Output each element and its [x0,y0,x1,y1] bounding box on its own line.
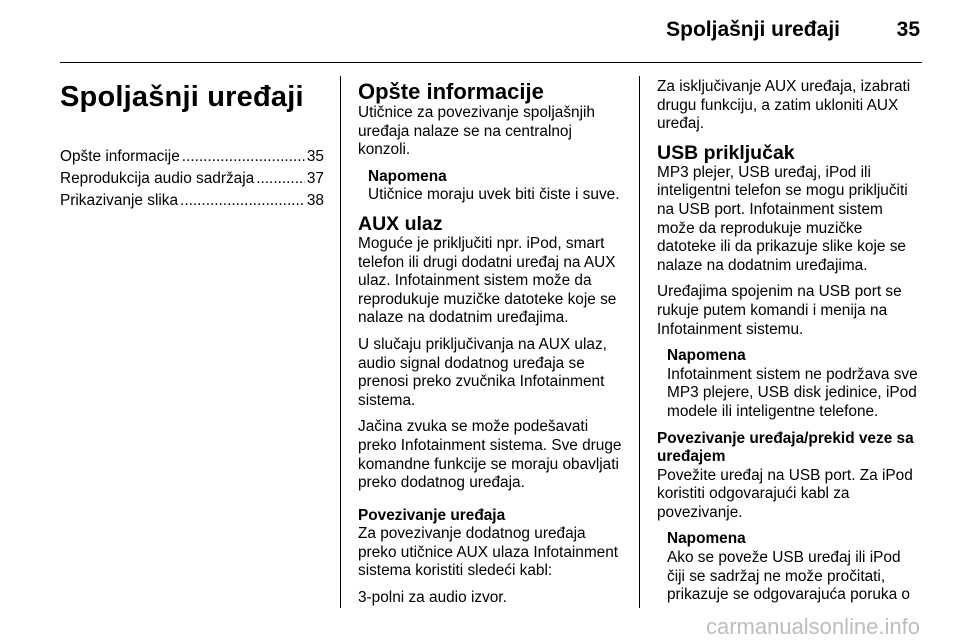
usb-paragraph-1: MP3 plejer, USB uređaj, iPod ili inteligentni telefon se mogu priključiti na USB port. Infotainment sistem može da reprodukuje muzičke datoteke ili da prikazuje slike koje se nalaze na dodatnim uređajima. [657,163,908,274]
column-divider-1 [340,76,341,608]
page-header [0,18,960,58]
toc-page: 37 [306,169,324,187]
watermark: carmanualsonline.info [705,614,920,639]
page-number: 35 [896,18,920,41]
toc-entry-2[interactable] [60,170,324,189]
column-divider-2 [639,76,640,608]
note-box [657,530,922,604]
note-title: Napomena [368,167,447,185]
note-title: Napomena [667,347,746,365]
toc-leader [182,148,305,167]
toc-entry-1[interactable] [60,148,324,167]
usb-paragraph-2: Uređajima spojenim na USB port se rukuje putem komandi i menija na Infotainment sistemu. [657,283,902,338]
section-heading-usb: USB priključak [657,141,795,164]
connect-paragraph-2: 3-polni za audio izvor. [358,589,507,607]
toc-label: Opšte informacije [60,148,180,165]
toc-label: Prikazivanje slika [60,191,179,209]
header-title: Spoljašnji uređaji [666,18,840,41]
subheading-connect: Povezivanje uređaja [358,506,506,524]
note-text: Utičnice moraju uvek biti čiste i suve. [368,186,620,204]
aux-paragraph-1: Moguće je priključiti npr. iPod, smart telefon ili drugi dodatni uređaj na AUX ulaz. Infotainment sistem može da reprodukuje muzičke datoteke koje se nalaze na dodatnim uređajima. [358,234,617,327]
section-heading-aux: AUX ulaz [358,212,443,235]
note-text: Infotainment sistem ne podržava sve MP3 plejere, USB disk jedinice, iPod modele ili inteligentne telefone. [667,365,918,420]
toc-page: 38 [306,191,324,209]
note-text: Ako se poveže USB uređaj ili iPod čiji se sadržaj ne može pročitati, prikazuje se odgovarajuća poruka o [667,549,910,604]
toc-leader [180,192,305,211]
toc-leader [256,170,305,189]
note-title: Napomena [667,530,746,548]
header-rule [60,62,922,63]
intro-paragraph: Utičnice za povezivanje spoljašnjih uređaja nalaze se na centralnoj konzoli. [358,104,595,159]
aux-paragraph-3: Jačina zvuka se može podešavati preko Infotainment sistema. Sve druge komandne funkcije se moraju obavljati preko dodatnog uređaja. [358,418,622,492]
toc-entry-3[interactable] [60,192,324,211]
section-heading-general: Opšte informacije [358,79,544,104]
note-box [358,168,623,205]
aux-paragraph-2: U slučaju priključivanja na AUX ulaz, audio signal dodatnog uređaja se prenosi preko zvučnika Infotainment sistema. [358,335,607,409]
column-toc [60,78,324,214]
aux-disconnect-paragraph: Za isključivanje AUX uređaja, izabrati drugu funkciju, a zatim ukloniti AUX uređaj. [657,78,911,133]
note-box [657,347,922,421]
column-general-info [358,78,623,616]
usb-connect-paragraph: Povežite uređaj na USB port. Za iPod koristiti odgovarajući kabl za povezivanje. [657,466,913,521]
connect-paragraph-1: Za povezivanje dodatnog uređaja preko utičnice AUX ulaza Infotainment sistema koristiti sledeći kabl: [358,525,619,580]
subheading-usb-connect: Povezivanje uređaja/prekid veze sa uređajem [657,429,914,466]
toc-page: 35 [306,148,324,165]
column-usb [657,78,922,613]
chapter-title: Spoljašnji uređaji [60,81,304,113]
toc-label: Reprodukcija audio sadržaja [60,169,255,187]
